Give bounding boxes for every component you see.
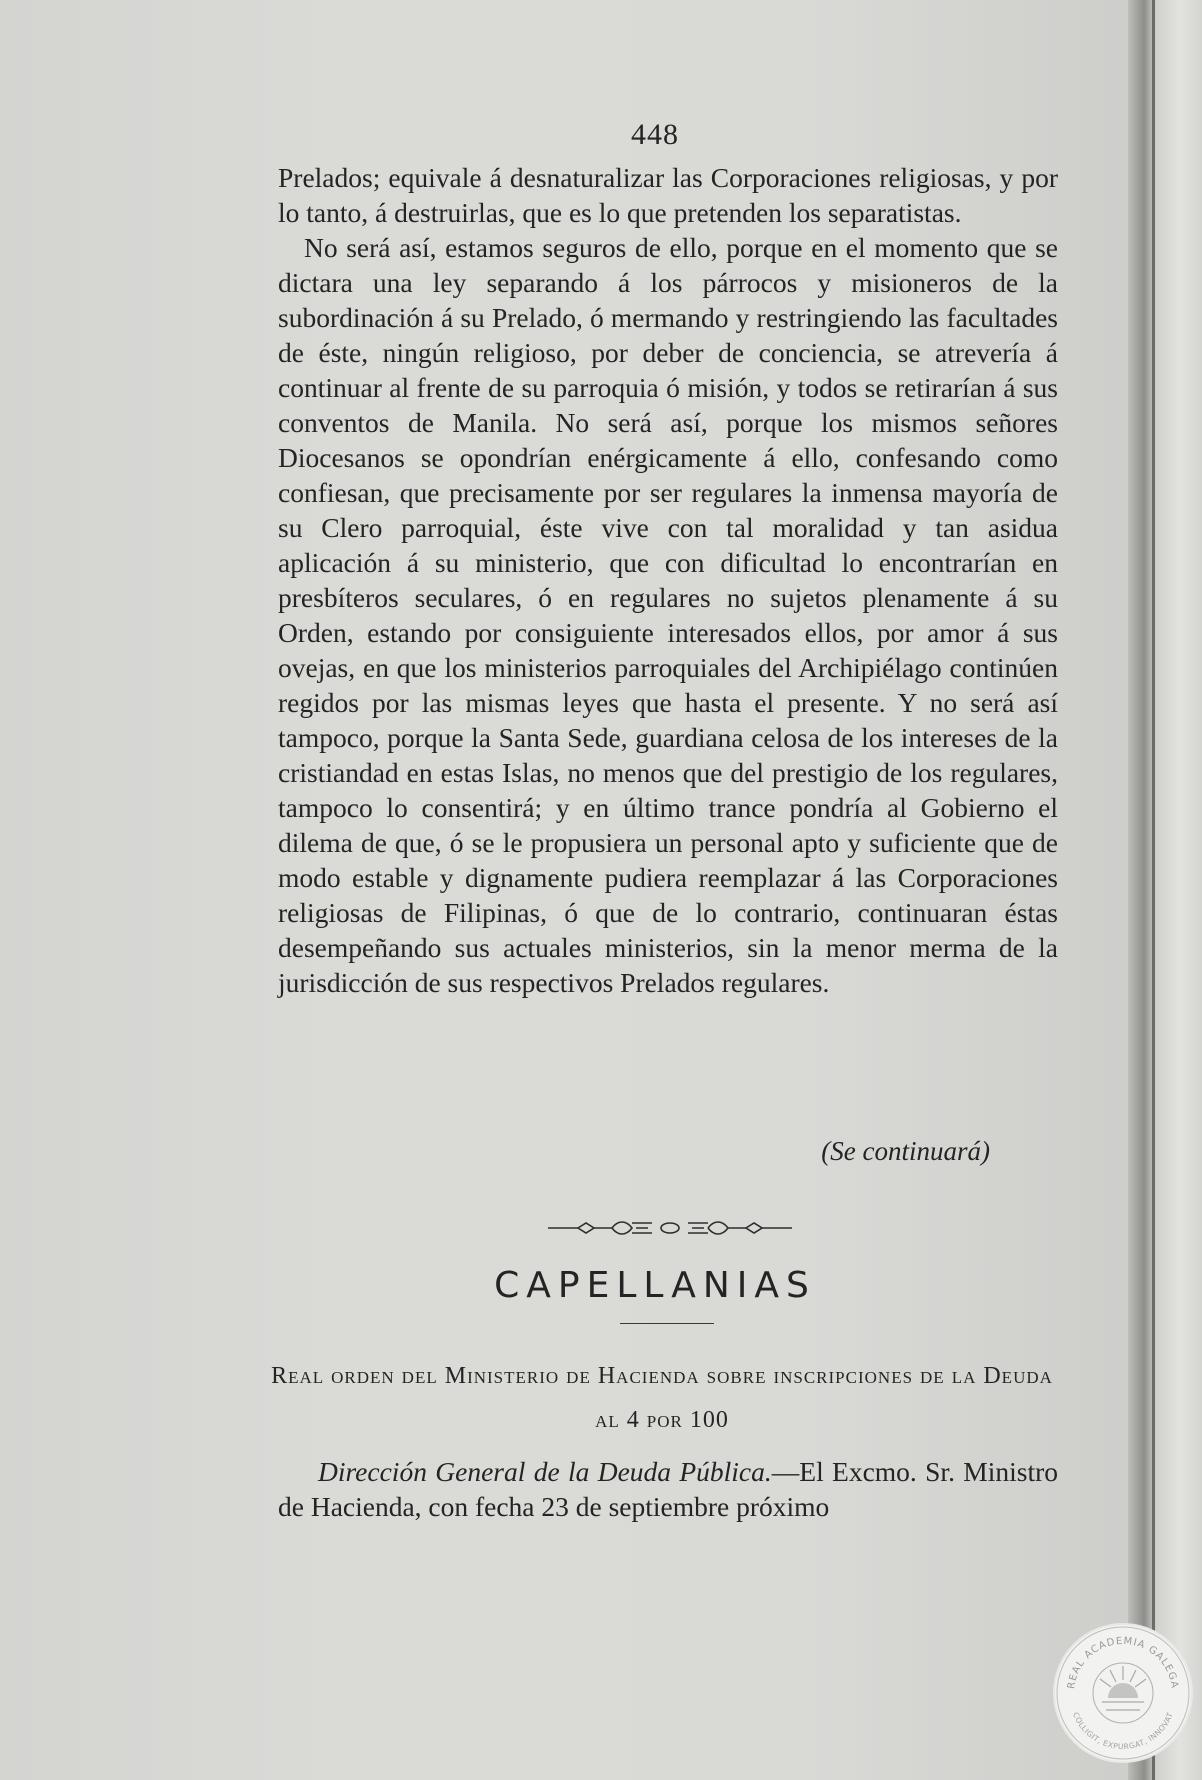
paragraph: No será así, estamos seguros de ello, porque en el momento que se dictara una ley separando á los párrocos y misioneros de la subordinación á su Prelado, ó mermando y restringiendo las facultades de éste, ningún religioso, por deber de conciencia, se atrevería á continuar al frente de su parroquia ó misión, y todos se retirarían á sus conventos de Manila. No será así, porque los mismos señores Diocesanos se opondrían enérgicamente á ello, confesando como confiesan, que precisamente por ser regulares la inmensa mayoría de su Clero parroquial, éste vive con tal moralidad y tan asidua aplicación á su ministerio, que con dificultad lo encontrarían en presbíteros seculares, ó en regulares no sujetos plenamente á su Orden, estando por consiguiente interesados ellos, por amor á sus ovejas, en que los ministerios parroquiales del Archipiélago continúen regidos por las mismas leyes que hasta el presente. Y no será así tampoco, porque la Santa Sede, guardiana celosa de los intereses de la cristiandad en estas Islas, no menos que del prestigio de los regulares, tampoco lo consentirá; y en último trance pondría al Gobierno el dilema de que, ó se le propusiera un personal apto y suficiente que de modo estable y dignamente pudiera reemplazar á las Corporaciones religiosas de Filipinas, ó que de lo contrario, continuaran éstas desempeñando sus actuales ministerios, sin la menor merma de la jurisdicción de sus respectivos Prelados regulares. [278,232,1058,998]
academy-seal-icon [1052,1622,1194,1764]
section-title: CAPELLANIAS [494,1265,816,1306]
page-number: 448 [631,118,679,151]
ornament-divider-icon [548,1216,792,1240]
section-subheading: Real orden del Ministerio de Hacienda sobre inscripciones de la Deuda al 4 por 100 [271,1363,1053,1433]
title-underline [620,1323,714,1324]
decree-paragraph [278,1454,1058,1524]
decree-lead: Dirección General de la Deuda Pública. [318,1456,772,1487]
decree-text [278,1454,1058,1524]
book-binding [1128,0,1202,1780]
seal-text-top: REAL ACADEMIA GALEGA [1066,1635,1180,1690]
decree-body: —El Excmo. Sr. Ministro de Hacienda, con fecha 23 de septiembre próximo [278,1456,1058,1522]
article-text [278,160,1058,1000]
paragraph: Prelados; equivale á desnaturalizar las Corporaciones religiosas, y por lo tanto, á destruirlas, que es lo que pretenden los separatistas. [278,162,1058,228]
seal-text-bottom: COLLIGIT, EXPURGAT, INNOVAT [1071,1710,1175,1752]
binding-edge [1152,0,1155,1780]
continuation-note: (Se continuará) [821,1136,990,1166]
